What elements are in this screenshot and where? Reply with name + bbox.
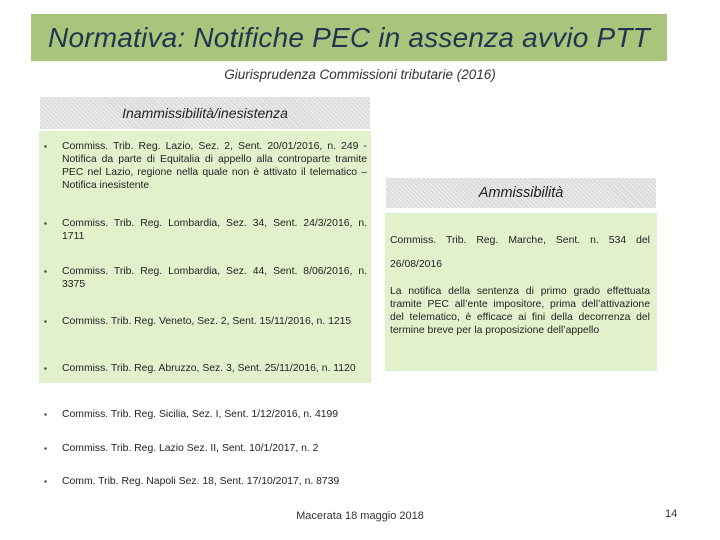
list-item bbox=[44, 362, 367, 375]
admissibility-text: La notifica della sentenza di primo grado effettuata tramite PEC all’ente impositore, prima dell’attivazione del telematico, è efficace ai fini della decorrenza del termine breve per la proposizione dell’appello bbox=[390, 286, 650, 336]
list-item bbox=[44, 140, 367, 192]
list-item bbox=[44, 475, 544, 488]
bullet-icon: ▪ bbox=[44, 142, 47, 151]
bullet-icon: ▪ bbox=[44, 267, 47, 276]
subtitle: Giurisprudenza Commissioni tributarie (2016) bbox=[224, 67, 496, 82]
footer: Macerata 18 maggio 2018 bbox=[296, 510, 424, 522]
page-number: 14 bbox=[665, 508, 678, 520]
list-item bbox=[44, 265, 367, 291]
list-item-text: Commiss. Trib. Reg. Lazio Sez. II, Sent. 10/1/2017, n. 2 bbox=[62, 443, 319, 454]
list-item-text: Commiss. Trib. Reg. Lombardia, Sez. 44, Sent. 8/06/2016, n. 3375 bbox=[62, 266, 367, 290]
bullet-icon: ▪ bbox=[44, 364, 47, 373]
admissibility-header: Ammissibilità bbox=[386, 178, 656, 208]
title-bar bbox=[31, 14, 667, 61]
list-item bbox=[44, 442, 544, 455]
list-item-text: Commiss. Trib. Reg. Sicilia, Sez. I, Sent. 1/12/2016, n. 4199 bbox=[62, 409, 339, 420]
list-item bbox=[44, 408, 544, 421]
bullet-icon: ▪ bbox=[44, 410, 47, 419]
bullet-icon: ▪ bbox=[44, 444, 47, 453]
inadmissibility-header: Inammissibilità/inesistenza bbox=[40, 97, 370, 129]
bullet-icon: ▪ bbox=[44, 317, 47, 326]
list-item bbox=[44, 315, 367, 328]
list-item-text: Commiss. Trib. Reg. Lazio, Sez. 2, Sent. 20/01/2016, n. 249 - Notifica da parte di Equitalia di appello alla controparte tramite PEC nel Lazio, regione nella quale non è attivato il telematico – Notifica inesistente bbox=[62, 141, 367, 191]
list-item-text: Commiss. Trib. Reg. Abruzzo, Sez. 3, Sent. 25/11/2016, n. 1120 bbox=[62, 363, 356, 374]
list-item-text: Commiss. Trib. Reg. Lombardia, Sez. 34, Sent. 24/3/2016, n. 1711 bbox=[62, 218, 367, 242]
list-item-text: Comm. Trib. Reg. Napoli Sez. 18, Sent. 17/10/2017, n. 8739 bbox=[62, 476, 340, 487]
bullet-icon: ▪ bbox=[44, 219, 47, 228]
slide-title: Normativa: Notifiche PEC in assenza avvio PTT bbox=[48, 21, 650, 53]
list-item bbox=[44, 217, 367, 243]
list-item-text: Commiss. Trib. Reg. Veneto, Sez. 2, Sent. 15/11/2016, n. 1215 bbox=[62, 316, 352, 327]
admissibility-citation: Commiss. Trib. Reg. Marche, Sent. n. 534 del 26/08/2016 bbox=[390, 235, 650, 270]
bullet-icon: ▪ bbox=[44, 477, 47, 486]
